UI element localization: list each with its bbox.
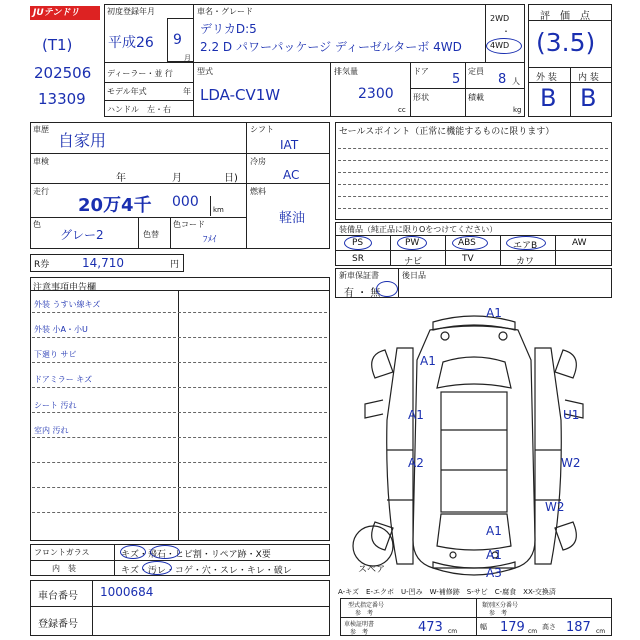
equip-pw: PW [405, 238, 420, 248]
color-label: 色 [33, 220, 41, 229]
damage-mark-right-rear: W2 [561, 456, 581, 470]
registration-month: 9 [173, 32, 182, 48]
recycle-value: 14,710 [82, 256, 124, 270]
interior-label: 内 装 [578, 73, 599, 83]
cert-length-value: 473 [418, 620, 443, 635]
usage-label: 車歴 [33, 125, 49, 134]
registration-label: 初度登録年月 [107, 7, 155, 16]
inspection-day-unit: 日) [224, 173, 238, 184]
damage-mark-left-rear: A2 [408, 456, 424, 470]
color-change-label: 色替 [143, 230, 159, 239]
front-glass-label: フロントガラス [34, 548, 90, 557]
chassis-label: 車台番号 [38, 591, 78, 602]
usage-value: 自家用 [58, 131, 107, 150]
cert-type-label: 型式指定番号 [348, 602, 385, 609]
mileage-sub: 000 [172, 194, 199, 210]
displacement-value: 2300 [358, 86, 394, 102]
model-year-unit: 年 [183, 87, 191, 96]
equip-airbag-circle [506, 236, 546, 250]
inspection-month-unit: 月 [172, 173, 182, 184]
aircon-value: AC [283, 168, 300, 182]
mileage-main: 20万4千 [78, 195, 152, 216]
damage-mark-left-door: A1 [408, 408, 424, 422]
equip-tv: TV [462, 254, 474, 264]
interior-grade: B [580, 84, 597, 112]
equip-abs-circle [452, 236, 488, 250]
interior-row-label: 内 装 [52, 564, 76, 573]
reg-number-label: 登録番号 [38, 619, 78, 630]
cert-width-unit: cm [528, 628, 538, 635]
equipment-label: 装備品（純正品に限りOをつけてください） [339, 225, 498, 234]
doors-value: 5 [452, 72, 461, 87]
cert-height-value: 187 [566, 620, 591, 635]
cert-height-label: 高さ [542, 623, 556, 631]
recycle-label: R券 [34, 260, 50, 270]
damage-mark-right-door: U1 [563, 408, 580, 422]
damage-mark-right-quarter: W2 [545, 500, 565, 514]
note-item-1: 外装 うすい線キズ [34, 300, 101, 309]
inspection-label: 車検 [33, 157, 49, 166]
cert-class-ref: 参 考 [489, 610, 508, 617]
drive-4wd: 4WD [490, 41, 510, 50]
note-item-5: シート 汚れ [34, 401, 77, 410]
cert-width-value: 179 [500, 620, 525, 635]
equip-ps: PS [352, 238, 364, 248]
mileage-unit: km [213, 206, 224, 214]
fuel-label: 燃料 [250, 187, 266, 196]
car-name-label: 車名・グレード [197, 7, 253, 16]
capacity-unit: 人 [512, 77, 520, 86]
displacement-label: 排気量 [334, 67, 358, 76]
note-item-6: 室内 汚れ [34, 426, 69, 435]
damage-mark-front-left: A1 [420, 354, 436, 368]
shift-label: シフト [250, 125, 274, 134]
manual-label: 後日品 [402, 271, 426, 280]
capacity-label: 定員 [468, 67, 484, 76]
spare-label: スペア [358, 565, 386, 575]
equip-pw-circle [397, 236, 427, 250]
damage-mark-front: A1 [486, 306, 502, 320]
damage-mark-rear-bumper: A3 [486, 566, 502, 580]
cert-length-label: 車検証明書 [344, 621, 375, 628]
header-left-panel [28, 4, 104, 117]
car-diagram [335, 300, 612, 585]
glass-scratch-circle [120, 545, 146, 559]
car-name-line2: 2.2 D パワーパッケージ ディーゼルターボ 4WD [200, 40, 462, 54]
lane-label: (T1) [42, 36, 73, 54]
aircon-label: 冷房 [250, 157, 266, 166]
model-year-label: モデル年式 [107, 87, 147, 96]
cert-length-ref: 参 考 [350, 629, 369, 636]
equip-ps-circle [344, 236, 372, 250]
model-label: 型式 [197, 67, 213, 76]
cert-width-label: 幅 [480, 623, 487, 631]
color-code-value: ﾌﾒｲ [203, 235, 217, 245]
registration-month-unit: 月 [184, 54, 191, 62]
color-value: グレー2 [60, 228, 104, 242]
cert-class-label: 類別区分番号 [482, 602, 519, 609]
damage-mark-rear-1: A1 [486, 524, 502, 538]
recycle-unit: 円 [170, 260, 180, 270]
handle-label: ハンドル 左・右 [107, 105, 171, 114]
sales-point-label: セールスポイント（正常に機能するものに限ります） [339, 127, 555, 137]
note-item-4: ドアミラー キズ [34, 375, 93, 384]
inspection-year-unit: 年 [116, 173, 126, 184]
warranty-label: 新車保証書 [339, 271, 379, 280]
cert-length-unit: cm [448, 628, 458, 635]
dealer-label: ディーラー・並 行 [107, 69, 173, 78]
chassis-value: 1000684 [100, 585, 154, 599]
equip-sr: SR [352, 254, 364, 264]
drive-dot: ・ [502, 27, 510, 36]
cert-height-unit: cm [596, 628, 606, 635]
capacity-value: 8 [498, 72, 507, 87]
glass-chip-circle [150, 545, 180, 559]
equip-airbag: エアB [513, 241, 538, 251]
logo: JUテンドリ [30, 6, 100, 20]
interior-dirt-circle [142, 561, 172, 575]
note-item-3: 下廻り サビ [34, 350, 77, 359]
exterior-label: 外 装 [536, 73, 557, 83]
drive-2wd: 2WD [490, 14, 510, 23]
equip-abs: ABS [458, 238, 476, 248]
warranty-value: 有 ・ 無 [344, 288, 381, 299]
interior-row-value: キズ・汚レ・コゲ・穴・スレ・キレ・破レ [121, 566, 292, 576]
equip-aw: AW [572, 238, 587, 248]
equip-navi: ナビ [404, 257, 423, 267]
doors-label: ドア [413, 67, 429, 76]
model-value: LDA-CV1W [200, 86, 281, 104]
cert-type-ref: 参 考 [355, 610, 374, 617]
fuel-value: 軽油 [279, 211, 306, 226]
shape-label: 形状 [413, 93, 429, 102]
shift-value: IAT [280, 138, 299, 152]
evaluation-label: 評 価 点 [540, 11, 590, 22]
lot-number: 13309 [38, 90, 86, 108]
date-code: 202506 [34, 64, 92, 82]
front-glass-value: キズ・飛石・ヒビ割・リペア跡・X要 [121, 550, 271, 560]
car-name-line1: デリカD:5 [200, 22, 257, 36]
note-item-2: 外装 小A・小U [34, 325, 88, 334]
notes-label: 注意事項申告欄 [33, 283, 97, 293]
load-unit: kg [513, 106, 522, 114]
color-code-label: 色コード [173, 220, 205, 229]
warranty-none-circle [376, 281, 398, 297]
mileage-label: 走行 [33, 187, 49, 196]
damage-legend: A-キズ E-エクボ U-凹み W-補修跡 S-サビ C-腐食 XX-交換済 [338, 588, 556, 596]
equip-leather: カワ [516, 257, 535, 267]
damage-mark-rear-2: A1 [486, 548, 502, 562]
registration-era-year: 平成26 [108, 35, 154, 51]
evaluation-score: (3.5) [536, 28, 596, 57]
displacement-unit: cc [398, 106, 406, 114]
load-label: 積載 [468, 93, 484, 102]
exterior-grade: B [540, 84, 557, 112]
